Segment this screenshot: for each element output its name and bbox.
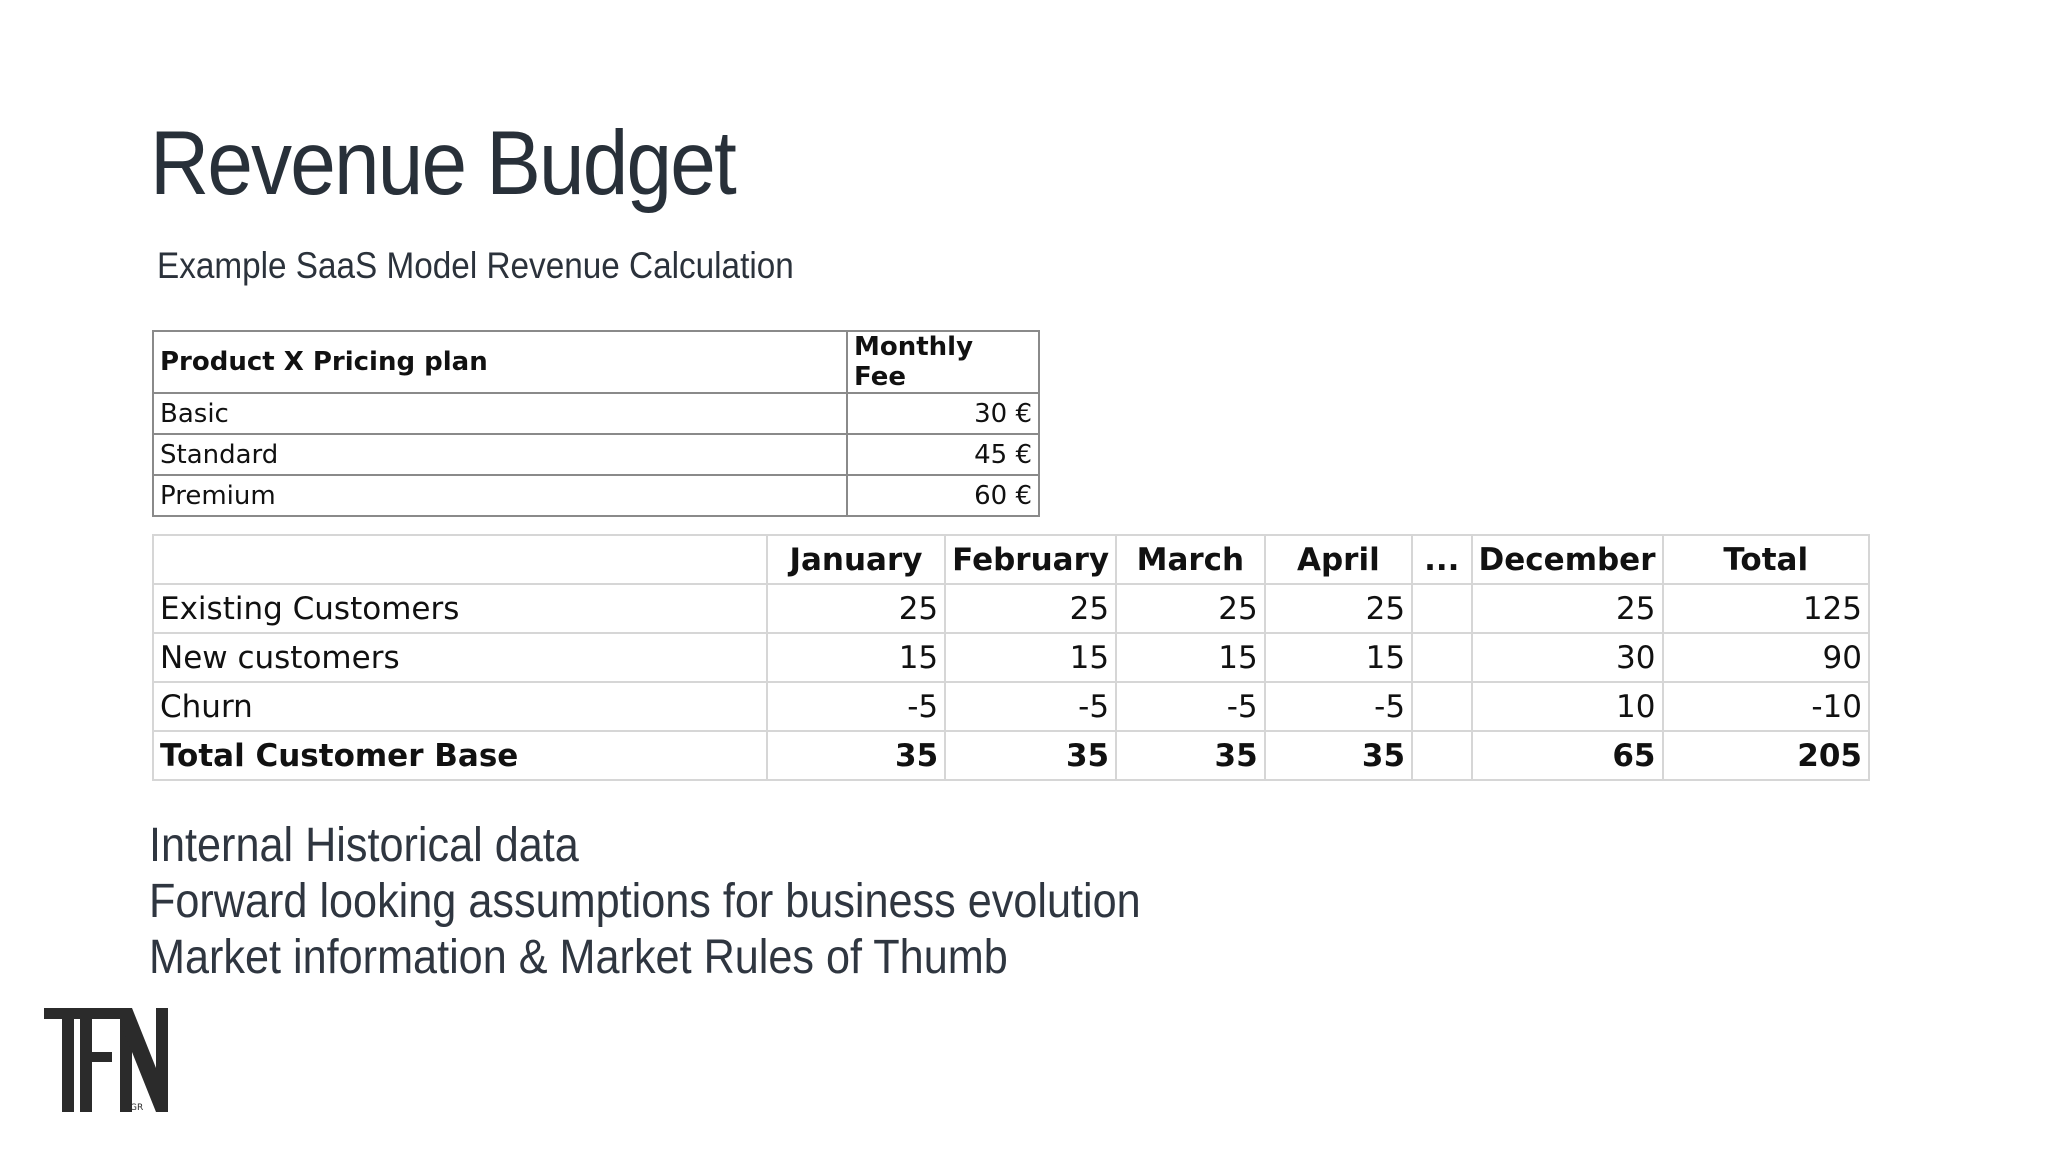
table-row — [153, 633, 1869, 682]
cell-value — [1412, 584, 1471, 633]
page-title: Revenue Budget — [150, 113, 735, 214]
customer-header-ellipsis: ... — [1412, 535, 1471, 584]
table-row — [153, 584, 1869, 633]
cell-value: 205 — [1663, 731, 1870, 780]
cell-value: 125 — [1663, 584, 1870, 633]
pricing-table — [152, 330, 1040, 517]
cell-value: 35 — [767, 731, 945, 780]
cell-value: 30 — [1472, 633, 1663, 682]
table-row-total — [153, 731, 1869, 780]
svg-text:GR: GR — [130, 1103, 144, 1112]
customer-header-january: January — [767, 535, 945, 584]
plan-fee: 45 € — [847, 434, 1039, 475]
cell-value: 15 — [1116, 633, 1265, 682]
cell-value: 25 — [945, 584, 1116, 633]
cell-value: 25 — [1472, 584, 1663, 633]
cell-value: 65 — [1472, 731, 1663, 780]
table-row — [153, 682, 1869, 731]
cell-value: 25 — [1116, 584, 1265, 633]
cell-value: 15 — [767, 633, 945, 682]
row-label: Total Customer Base — [153, 731, 767, 780]
customer-header-march: March — [1116, 535, 1265, 584]
cell-value — [1412, 731, 1471, 780]
row-label: Existing Customers — [153, 584, 767, 633]
note-item: Forward looking assumptions for business evolution — [149, 875, 1141, 928]
plan-name: Premium — [153, 475, 847, 516]
cell-value — [1412, 682, 1471, 731]
plan-fee: 30 € — [847, 393, 1039, 434]
customer-header-blank — [153, 535, 767, 584]
table-row — [153, 475, 1039, 516]
cell-value: -5 — [1116, 682, 1265, 731]
customer-header-december: December — [1472, 535, 1663, 584]
cell-value: -5 — [945, 682, 1116, 731]
notes-list — [149, 818, 1141, 986]
customer-table — [152, 534, 1870, 781]
customer-header-february: February — [945, 535, 1116, 584]
cell-value: 90 — [1663, 633, 1870, 682]
pricing-header-row — [153, 331, 1039, 393]
cell-value: 25 — [1265, 584, 1412, 633]
cell-value: 10 — [1472, 682, 1663, 731]
plan-fee: 60 € — [847, 475, 1039, 516]
page-subtitle: Example SaaS Model Revenue Calculation — [157, 245, 794, 286]
cell-value: 35 — [1116, 731, 1265, 780]
cell-value: 15 — [945, 633, 1116, 682]
pricing-header-fee: Monthly Fee — [847, 331, 1039, 393]
cell-value: 15 — [1265, 633, 1412, 682]
table-row — [153, 393, 1039, 434]
tfn-logo — [44, 1008, 168, 1112]
cell-value — [1412, 633, 1471, 682]
row-label: New customers — [153, 633, 767, 682]
cell-value: 35 — [945, 731, 1116, 780]
table-row — [153, 434, 1039, 475]
cell-value: -5 — [767, 682, 945, 731]
customer-header-row — [153, 535, 1869, 584]
plan-name: Basic — [153, 393, 847, 434]
cell-value: -5 — [1265, 682, 1412, 731]
cell-value: -10 — [1663, 682, 1870, 731]
customer-header-april: April — [1265, 535, 1412, 584]
customer-header-total: Total — [1663, 535, 1870, 584]
cell-value: 25 — [767, 584, 945, 633]
pricing-header-plan: Product X Pricing plan — [153, 331, 847, 393]
note-item: Market information & Market Rules of Thumb — [149, 931, 1008, 984]
note-item: Internal Historical data — [149, 819, 579, 872]
row-label: Churn — [153, 682, 767, 731]
plan-name: Standard — [153, 434, 847, 475]
cell-value: 35 — [1265, 731, 1412, 780]
